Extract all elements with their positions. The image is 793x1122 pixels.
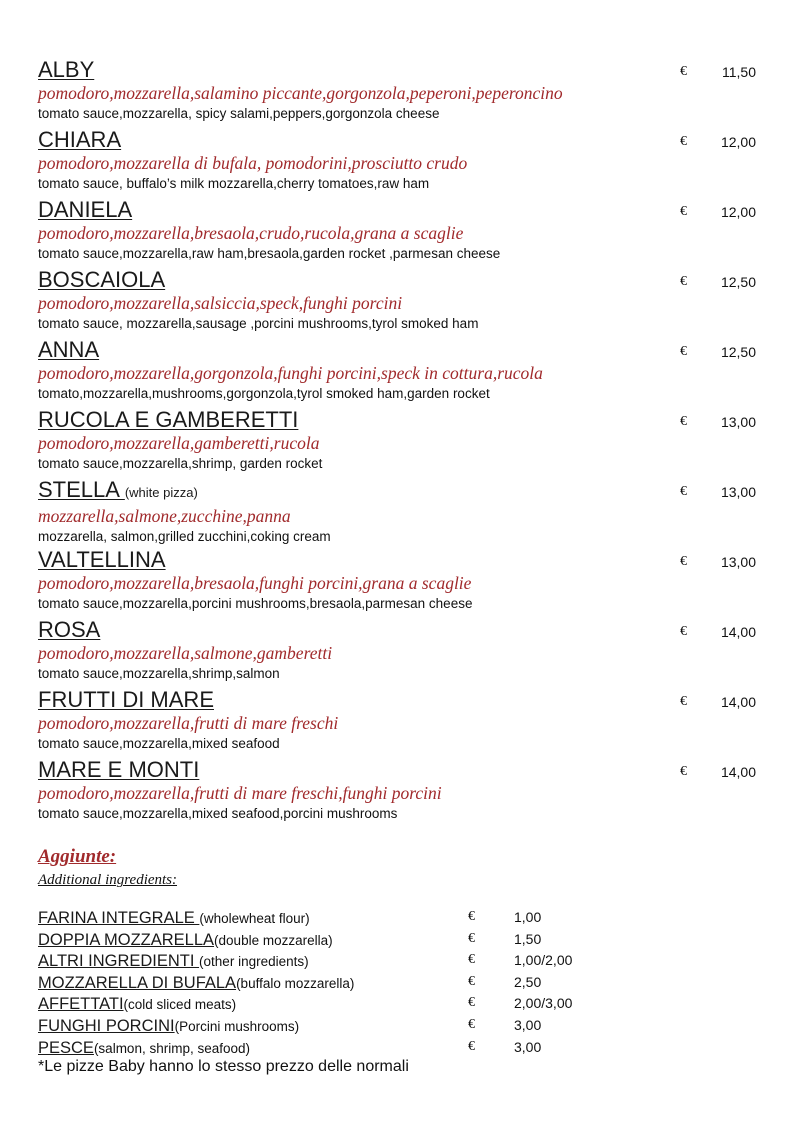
pizza-name xyxy=(38,198,760,222)
pizza-name-text: CHIARA xyxy=(38,127,122,152)
addition-name: DOPPIA MOZZARELLA xyxy=(38,930,215,949)
pizza-price: 14,00 xyxy=(720,764,756,780)
addition-row xyxy=(38,951,598,973)
pizza-ingredients-english: tomato sauce,mozzarella,mixed seafood xyxy=(38,736,280,751)
pizza-price: 12,50 xyxy=(720,344,756,360)
addition-price: 1,00 xyxy=(514,909,542,925)
addition-note: (salmon, shrimp, seafood) xyxy=(93,1040,250,1056)
pizza-price: 14,00 xyxy=(720,694,756,710)
additions-subtitle: Additional ingredients: xyxy=(38,872,178,888)
currency-symbol: € xyxy=(468,995,475,1011)
pizza-name-text: VALTELLINA xyxy=(38,547,166,572)
currency-symbol: € xyxy=(680,64,687,79)
currency-symbol: € xyxy=(680,554,687,569)
addition-note: (double mozzarella) xyxy=(214,932,333,948)
pizza-item xyxy=(38,198,760,264)
pizza-ingredients-italian: pomodoro,mozzarella,salsiccia,speck,funghi porcini xyxy=(38,293,403,313)
currency-symbol: € xyxy=(468,952,475,968)
pizza-name-text: ALBY xyxy=(38,57,95,82)
pizza-name-text: RUCOLA E GAMBERETTI xyxy=(38,407,299,432)
pizza-name xyxy=(38,758,760,782)
currency-symbol: € xyxy=(468,973,475,989)
pizza-name xyxy=(38,268,760,292)
pizza-name xyxy=(38,688,760,712)
addition-note: (buffalo mozzarella) xyxy=(236,975,355,991)
currency-symbol: € xyxy=(680,414,687,429)
pizza-name xyxy=(38,478,760,505)
pizza-ingredients-italian: pomodoro,mozzarella,salmone,gamberetti xyxy=(38,643,333,663)
addition-price: 1,00/2,00 xyxy=(514,952,573,969)
pizza-ingredients-english: tomato sauce, buffalo’s milk mozzarella,cherry tomatoes,raw ham xyxy=(38,176,430,191)
additions-title: Aggiunte: xyxy=(38,846,117,867)
pizza-name xyxy=(38,128,760,152)
addition-price: 2,00/3,00 xyxy=(514,995,573,1012)
currency-symbol: € xyxy=(680,134,687,149)
currency-symbol: € xyxy=(680,764,687,779)
pizza-ingredients-italian: pomodoro,mozzarella di bufala, pomodorini,prosciutto crudo xyxy=(38,153,468,173)
pizza-ingredients-italian: pomodoro,mozzarella,gamberetti,rucola xyxy=(38,433,320,453)
pizza-ingredients-english: tomato sauce, mozzarella,sausage ,porcini mushrooms,tyrol smoked ham xyxy=(38,316,479,331)
pizza-name-text: DANIELA xyxy=(38,197,133,222)
pizza-price: 13,00 xyxy=(720,554,756,570)
currency-symbol: € xyxy=(468,1038,475,1054)
pizza-name-text: STELLA xyxy=(38,477,125,502)
pizza-ingredients-english: tomato sauce,mozzarella, spicy salami,peppers,gorgonzola cheese xyxy=(38,106,440,121)
addition-note: (wholewheat flour) xyxy=(199,911,310,926)
addition-name: MOZZARELLA DI BUFALA xyxy=(38,973,237,992)
pizza-item xyxy=(38,758,760,824)
addition-row xyxy=(38,930,598,952)
currency-symbol: € xyxy=(468,1017,475,1032)
addition-row xyxy=(38,908,598,930)
pizza-name-text: ANNA xyxy=(38,337,100,362)
currency-symbol: € xyxy=(468,909,475,924)
pizza-name-text: MARE E MONTI xyxy=(38,757,200,782)
currency-symbol: € xyxy=(680,484,687,499)
pizza-price: 13,00 xyxy=(720,484,756,500)
pizza-ingredients-italian: pomodoro,mozzarella,bresaola,crudo,rucola,grana a scaglie xyxy=(38,223,464,243)
addition-name: ALTRI INGREDIENTI xyxy=(38,952,200,971)
addition-price: 1,50 xyxy=(514,930,542,947)
pizza-name xyxy=(38,548,760,572)
pizza-price: 12,00 xyxy=(720,134,756,150)
addition-row xyxy=(38,973,598,995)
currency-symbol: € xyxy=(680,624,687,639)
addition-note: (cold sliced meats) xyxy=(123,997,237,1013)
addition-name: AFFETTATI xyxy=(38,995,124,1014)
pizza-name-text: ROSA xyxy=(38,617,101,642)
addition-row xyxy=(38,994,598,1016)
addition-row xyxy=(38,1038,598,1060)
baby-pizza-footnote: *Le pizze Baby hanno lo stesso prezzo delle normali xyxy=(38,1058,409,1075)
pizza-ingredients-italian: pomodoro,mozzarella,frutti di mare freschi,funghi porcini xyxy=(38,783,442,803)
currency-symbol: € xyxy=(680,694,687,709)
addition-name: FARINA INTEGRALE xyxy=(38,909,200,927)
pizza-name xyxy=(38,618,760,642)
pizza-note: (white pizza) xyxy=(124,485,198,500)
pizza-item xyxy=(38,618,760,684)
pizza-item xyxy=(38,58,760,124)
pizza-item xyxy=(38,548,760,614)
pizza-price: 14,00 xyxy=(720,624,756,640)
pizza-item xyxy=(38,408,760,474)
pizza-name xyxy=(38,408,760,432)
pizza-ingredients-english: tomato sauce,mozzarella,shrimp,salmon xyxy=(38,666,280,681)
addition-price: 2,50 xyxy=(514,973,542,990)
pizza-ingredients-italian: pomodoro,mozzarella,salamino piccante,gorgonzola,peperoni,peperoncino xyxy=(38,83,563,103)
pizza-price: 12,00 xyxy=(720,204,756,220)
pizza-price: 12,50 xyxy=(720,274,756,290)
addition-price: 3,00 xyxy=(514,1017,542,1033)
pizza-ingredients-english: tomato sauce,mozzarella,porcini mushrooms,bresaola,parmesan cheese xyxy=(38,596,473,611)
pizza-price: 11,50 xyxy=(722,64,756,80)
pizza-ingredients-english: tomato sauce,mozzarella,shrimp, garden rocket xyxy=(38,456,323,471)
pizza-ingredients-italian: pomodoro,mozzarella,gorgonzola,funghi porcini,speck in cottura,rucola xyxy=(38,363,543,383)
pizza-ingredients-english: tomato,mozzarella,mushrooms,gorgonzola,tyrol smoked ham,garden rocket xyxy=(38,386,490,401)
pizza-item xyxy=(38,338,760,404)
addition-name: FUNGHI PORCINI xyxy=(38,1017,175,1035)
pizza-price: 13,00 xyxy=(720,414,756,430)
pizza-name xyxy=(38,58,760,82)
pizza-ingredients-english: tomato sauce,mozzarella,mixed seafood,porcini mushrooms xyxy=(38,806,398,821)
pizza-ingredients-italian: pomodoro,mozzarella,frutti di mare freschi xyxy=(38,713,339,733)
addition-price: 3,00 xyxy=(514,1038,542,1055)
addition-note: (other ingredients) xyxy=(199,954,309,970)
currency-symbol: € xyxy=(680,274,687,289)
pizza-ingredients-english: mozzarella, salmon,grilled zucchini,coking cream xyxy=(38,529,331,544)
addition-row xyxy=(38,1016,598,1038)
pizza-item xyxy=(38,478,760,547)
pizza-name-text: BOSCAIOLA xyxy=(38,267,166,292)
pizza-name-text: FRUTTI DI MARE xyxy=(38,687,214,712)
addition-name: PESCE xyxy=(38,1038,94,1057)
currency-symbol: € xyxy=(468,930,475,946)
pizza-ingredients-italian: mozzarella,salmone,zucchine,panna xyxy=(38,506,291,526)
currency-symbol: € xyxy=(680,204,687,219)
pizza-item xyxy=(38,688,760,754)
addition-note: (Porcini mushrooms) xyxy=(174,1019,300,1034)
pizza-item xyxy=(38,128,760,194)
pizza-ingredients-english: tomato sauce,mozzarella,raw ham,bresaola,garden rocket ,parmesan cheese xyxy=(38,246,501,261)
currency-symbol: € xyxy=(680,344,687,359)
pizza-item xyxy=(38,268,760,334)
pizza-ingredients-italian: pomodoro,mozzarella,bresaola,funghi porcini,grana a scaglie xyxy=(38,573,472,593)
pizza-name xyxy=(38,338,760,362)
